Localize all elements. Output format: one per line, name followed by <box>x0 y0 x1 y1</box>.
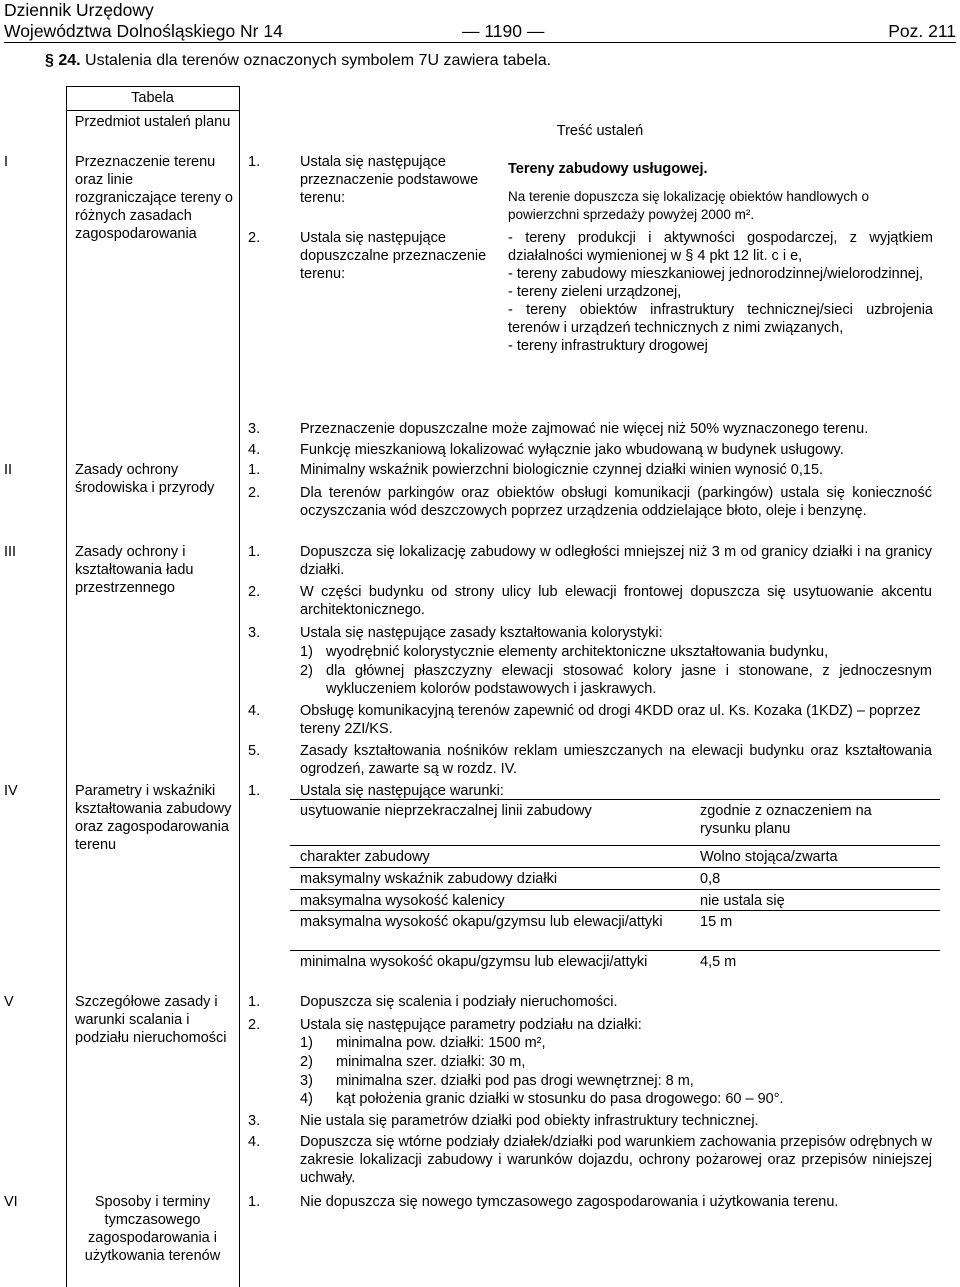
sub-item-number: 2) <box>300 663 313 679</box>
row-subject: Przeznaczenie terenu oraz linie rozgraniczające tereny o różnych zasadach zagospodarowania <box>75 154 233 242</box>
item-text: Funkcję mieszkaniową lokalizować wyłącznie jako wbudowaną w budynek usługowy. <box>300 442 844 458</box>
item-number: 1. <box>248 783 261 799</box>
column-header-content: Treść ustaleń <box>556 123 644 139</box>
item-number: 1. <box>248 544 261 560</box>
item-text: Dopuszcza się scalenia i podziały nieruchomości. <box>300 994 618 1010</box>
journal-voivodeship: Województwa Dolnośląskiego Nr 14 <box>4 21 283 41</box>
row-number: VI <box>4 1194 18 1210</box>
sub-item-number: 4) <box>300 1091 313 1107</box>
item-label: Ustala się następujące dopuszczalne przeznaczenie terenu: <box>300 230 487 282</box>
row-number: II <box>4 462 13 478</box>
item-number: 3. <box>248 421 261 437</box>
sub-item-text: minimalna pow. działki: 1500 m², <box>336 1035 546 1051</box>
param-value: 0,8 <box>700 871 721 887</box>
row-number: IV <box>4 783 18 799</box>
sub-item-text: wyodrębnić kolorystycznie elementy architektoniczne ukształtowania budynku, <box>326 644 829 660</box>
item-text: Dopuszcza się wtórne podziały działek/działki pod warunkiem zachowania przepisów odrębnych w zakresie lokalizacji zabudowy i warunków dojazdu, ochrony pożarowej oraz przepisów niniejszej uchwały. <box>300 1134 932 1186</box>
column-header-subject: Przedmiot ustaleń planu <box>74 114 231 130</box>
row-number: V <box>4 994 14 1010</box>
param-name: maksymalna wysokość kalenicy <box>300 893 505 909</box>
sub-item-text: minimalna szer. działki: 30 m, <box>336 1054 526 1070</box>
list-item: - tereny infrastruktury drogowej <box>508 338 708 354</box>
journal-title: Dziennik Urzędowy <box>4 0 154 20</box>
param-value: 15 m <box>700 914 733 930</box>
row-number: I <box>4 154 9 170</box>
intro-paragraph <box>45 52 551 70</box>
item-text: Nie ustala się parametrów działki pod obiekty infrastruktury technicznej. <box>300 1113 759 1129</box>
item-text: Zasady kształtowania nośników reklam umieszczanych na elewacji budynku oraz kształtowania ogrodzeń, zawarte są w rozdz. IV. <box>300 743 932 777</box>
table-divider <box>66 110 240 111</box>
allowed-uses-list <box>508 229 933 355</box>
table-top-line <box>66 86 240 87</box>
row-number: III <box>4 544 17 560</box>
item-number: 1. <box>248 154 261 170</box>
item-text: Nie dopuszcza się nowego tymczasowego zagospodarowania i użytkowania terenu. <box>300 1194 839 1210</box>
item-number: 4. <box>248 703 261 719</box>
param-name: charakter zabudowy <box>300 849 430 865</box>
row-subject: Zasady ochrony środowiska i przyrody <box>75 462 215 496</box>
item-number: 2. <box>248 485 261 501</box>
item-text: Minimalny wskaźnik powierzchni biologicznie czynnej działki winien wynosić 0,15. <box>300 462 824 478</box>
item-text: Ustala się następujące parametry podziału na działki: <box>300 1017 642 1033</box>
item-text: Przeznaczenie dopuszczalne może zajmować nie więcej niż 50% wyznaczonego terenu. <box>300 421 869 437</box>
item-number: 4. <box>248 1134 261 1150</box>
item-number: 2. <box>248 230 261 246</box>
header-divider <box>4 42 956 43</box>
param-name: usytuowanie nieprzekraczalnej linii zabudowy <box>300 803 592 819</box>
sub-item-number: 2) <box>300 1054 313 1070</box>
table-caption: Tabela <box>131 90 174 106</box>
table-divider <box>66 86 67 1287</box>
item-number: 1. <box>248 462 261 478</box>
primary-use-note: Na terenie dopuszcza się lokalizację obiektów handlowych o powierzchni sprzedaży powyżej 2000 m². <box>508 189 869 222</box>
item-text: Obsługę komunikacyjną terenów zapewnić od drogi 4KDD oraz ul. Ks. Kozaka (1KDZ) – poprzez tereny 2ZI/KS. <box>300 703 921 737</box>
sub-item-text: kąt położenia granic działki w stosunku do pasa drogowego: 60 – 90°. <box>336 1091 784 1107</box>
row-subject: Zasady ochrony i kształtowania ładu przestrzennego <box>75 544 194 596</box>
item-text: Ustala się następujące zasady kształtowania kolorystyki: <box>300 625 663 641</box>
primary-use: Tereny zabudowy usługowej. <box>508 161 708 177</box>
sub-item-text: dla głównej płaszczyzny elewacji stosować kolory jasne i stonowane, z jednoczesnym wykluczeniem kolorów podstawowych i jaskrawych. <box>326 663 932 697</box>
list-item: - tereny produkcji i aktywności gospodarczej, z wyjątkiem działalności wymienionej w § 4 pkt 12 lit. c i e, <box>508 230 933 264</box>
list-item: - tereny zieleni urządzonej, <box>508 284 682 300</box>
item-number: 3. <box>248 1113 261 1129</box>
item-number: 3. <box>248 625 261 641</box>
page-header <box>4 0 956 43</box>
list-item: - tereny obiektów infrastruktury technicznej/sieci uzbrojenia terenów i urządzeń technicznych z nimi związanych, <box>508 302 933 336</box>
param-table-divider <box>290 867 940 868</box>
item-number: 4. <box>248 442 261 458</box>
item-text: Dopuszcza się lokalizację zabudowy w odległości mniejszej niż 3 m od granicy działki i na granicy działki. <box>300 544 932 578</box>
sub-item-number: 3) <box>300 1073 313 1089</box>
row-subject: Szczegółowe zasady i warunki scalania i podziału nieruchomości <box>75 994 227 1046</box>
section-mark: § 24. <box>45 52 81 69</box>
param-name: maksymalna wysokość okapu/gzymsu lub elewacji/attyki <box>300 914 663 930</box>
param-value: 4,5 m <box>700 954 737 970</box>
position-number: Poz. 211 <box>888 21 956 41</box>
param-table-divider <box>290 910 940 911</box>
list-item: - tereny zabudowy mieszkaniowej jednorodzinnej/wielorodzinnej, <box>508 266 924 282</box>
item-text: Dla terenów parkingów oraz obiektów obsługi komunikacji (parkingów) ustala się konieczność oczyszczania wód deszczowych poprzez urządzenia oddzielające błoto, oleje i benzynę. <box>300 485 932 519</box>
intro-text: Ustalenia dla terenów oznaczonych symbolem 7U zawiera tabela. <box>85 52 552 69</box>
param-value: zgodnie z oznaczeniem na rysunku planu <box>700 803 872 837</box>
item-number: 2. <box>248 584 261 600</box>
param-table-divider <box>290 799 940 800</box>
sub-item-number: 1) <box>300 1035 313 1051</box>
item-label: Ustala się następujące przeznaczenie podstawowe terenu: <box>300 154 479 206</box>
row-subject: Sposoby i terminy tymczasowego zagospodarowania i użytkowania terenów <box>84 1194 221 1264</box>
param-table-divider <box>290 889 940 890</box>
item-number: 2. <box>248 1017 261 1033</box>
item-number: 1. <box>248 1194 261 1210</box>
table-divider <box>239 86 240 1287</box>
sub-item-text: minimalna szer. działki pod pas drogi wewnętrznej: 8 m, <box>336 1073 694 1089</box>
item-number: 1. <box>248 994 261 1010</box>
row-subject: Parametry i wskaźniki kształtowania zabudowy oraz zagospodarowania terenu <box>75 783 232 853</box>
param-value: Wolno stojąca/zwarta <box>700 849 838 865</box>
item-text: W części budynku od strony ulicy lub elewacji frontowej dopuszcza się usytuowanie akcentu architektonicznego. <box>300 584 932 618</box>
param-value: nie ustala się <box>700 893 785 909</box>
sub-item-number: 1) <box>300 644 313 660</box>
page-number: — 1190 — <box>462 21 545 41</box>
param-name: maksymalny wskaźnik zabudowy działki <box>300 871 558 887</box>
item-text: Ustala się następujące warunki: <box>300 783 504 799</box>
param-table-divider <box>290 845 940 846</box>
param-table-divider <box>290 950 940 951</box>
item-number: 5. <box>248 743 261 759</box>
param-name: minimalna wysokość okapu/gzymsu lub elewacji/attyki <box>300 954 648 970</box>
